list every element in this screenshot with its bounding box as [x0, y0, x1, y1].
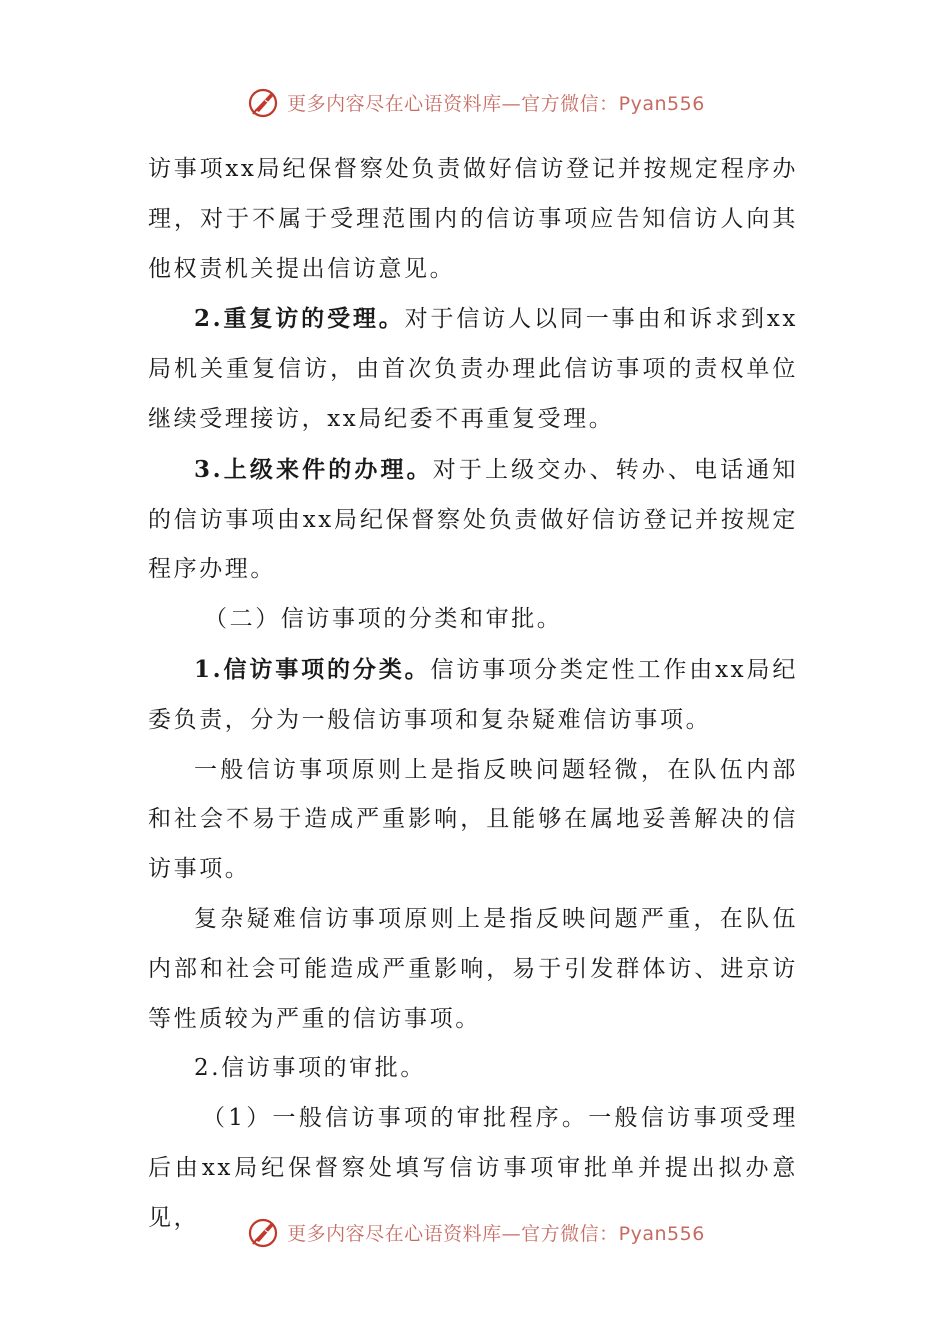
watermark-text: 更多内容尽在心语资料库—官方微信：Pyan556 — [287, 92, 705, 115]
paragraph: 一般信访事项原则上是指反映问题轻微，在队伍内部和社会不易于造成严重影响，且能够在属地妥善解决的信访事项。 — [148, 756, 798, 883]
paragraph: （1）一般信访事项的审批程序。一般信访事项受理后由xx局纪保督察处填写信访事项审批单并提出拟办意见， — [148, 1105, 798, 1231]
paragraph: 复杂疑难信访事项原则上是指反映问题严重，在队伍内部和社会可能造成严重影响，易于引发群体访、进京访等性质较为严重的信访事项。 — [148, 905, 798, 1032]
paragraph-lead: 2.重复访的受理。 — [194, 305, 405, 333]
section-heading: （二）信访事项的分类和审批。 — [204, 606, 563, 633]
paragraph: 2.重复访的受理。对于信访人以同一事由和诉求到xx局机关重复信访，由首次负责办理此信访事项的责权单位继续受理接访，xx局纪委不再重复受理。 — [148, 305, 798, 432]
paragraph: 1.信访事项的分类。信访事项分类定性工作由xx局纪委负责，分为一般信访事项和复杂疑难信访事项。 — [148, 655, 798, 733]
paragraph: 3.上级来件的办理。对于上级交办、转办、电话通知的信访事项由xx局纪保督察处负责做好信访登记并按规定程序办理。 — [148, 455, 798, 583]
document-body — [148, 145, 798, 1244]
header-watermark — [0, 82, 950, 122]
watermark-text: 更多内容尽在心语资料库—官方微信：Pyan556 — [287, 1222, 705, 1245]
quill-seal-icon — [245, 1214, 281, 1250]
paragraph: 2.信访事项的审批。 — [194, 1055, 426, 1082]
paragraph: 访事项xx局纪保督察处负责做好信访登记并按规定程序办理，对于不属于受理范围内的信访事项应告知信访人向其他权责机关提出信访意见。 — [148, 156, 798, 282]
paragraph-lead: 1.信访事项的分类。 — [194, 655, 431, 683]
paragraph-lead: 3.上级来件的办理。 — [194, 455, 433, 483]
footer-watermark — [0, 1212, 950, 1252]
quill-seal-icon — [245, 84, 281, 120]
